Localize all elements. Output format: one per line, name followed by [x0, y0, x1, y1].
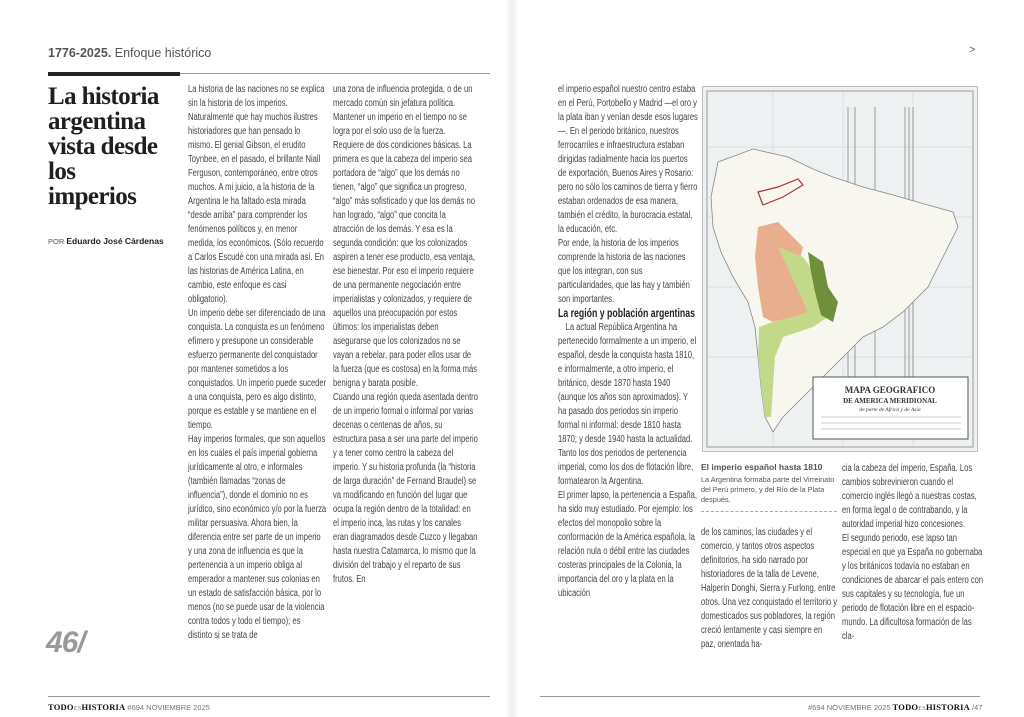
title-line: los	[48, 158, 76, 185]
page-gutter	[505, 0, 519, 717]
header-years: 1776-2025.	[48, 46, 112, 60]
section-header	[48, 46, 211, 60]
header-section: Enfoque histórico	[114, 46, 212, 60]
footer-right	[808, 702, 982, 712]
footer-left	[48, 702, 210, 712]
issue-info: #694 NOVIEMBRE 2025	[127, 702, 210, 712]
header-rule-thin	[180, 73, 490, 74]
page-number-left: 46/	[46, 626, 85, 659]
body-column-3	[558, 83, 698, 601]
paragraph: Hay imperios formales, que son aquellos en los cuales el país imperial gobierna jurídicamente al otro, e informales (también llamadas “zonas de influencia”), donde el dominio no es jurídico, sino económico y/o por la fuerza militar persuasiva. Ahora bien, la diferencia entre ser parte de un imperio y una zona de influencia es que la pertenencia a un imperio obliga al emperador a mantener sus colonias en un estado de satisfacción básica, por lo menos (no se puede usar de la violencia contra todos y todo el tiempo); es distinto si se trata de	[188, 434, 327, 641]
paragraph: una zona de influencia protegida, o de un mercado común sin jefatura política.	[333, 84, 473, 109]
footer-rule-right	[540, 696, 980, 697]
paragraph: Por ende, la historia de los imperios comprende la historia de las naciones que los integran, con sus particularidades, que las hay y también son importantes.	[558, 238, 690, 305]
article-title	[48, 84, 159, 209]
paragraph: La actual República Argentina ha pertenecido formalmente a un imperio, el español, desde la conquista hasta 1810, e informalmente, a otro imperio, el británico, desde 1870 hasta 1940 (aunque los años son aproximados). Y ha pasado dos periodos sin imperio formal ni informal: desde 1810 hasta 1870; y desde 1940 hasta la actualidad. Tanto los dos periodos de pertenencia imperial, como los dos de flotación libre, formatearon la Argentina.	[558, 322, 697, 487]
title-line: argentina	[48, 108, 146, 135]
title-line: imperios	[48, 183, 137, 210]
footer-rule-left	[48, 696, 490, 697]
paragraph: Un imperio debe ser diferenciado de una conquista. La conquista es un fenómeno efímero y presupone un considerable esfuerzo permanente del conquistador por mantener sometidos a los conquistados. Un imperio puede suceder a una conquista, pero es algo distinto, porque es estable y se mantiene en el tiempo.	[188, 308, 327, 431]
map-title-2: DE AMERICA MERIDIONAL	[843, 397, 937, 405]
byline-prefix: POR	[48, 237, 65, 246]
author-name: Eduardo José Cárdenas	[66, 236, 164, 246]
page-number-right: /47	[971, 702, 983, 712]
body-column-1	[188, 83, 326, 643]
historical-map-image	[702, 86, 978, 452]
map-caption	[701, 462, 837, 512]
body-column-2	[333, 83, 478, 587]
title-line: La historia	[48, 83, 159, 110]
header-rule-thick	[48, 72, 180, 76]
map-title-1: MAPA GEOGRAFICO	[844, 385, 936, 395]
body-column-4	[701, 526, 837, 652]
section-subheading: La región y población argentinas	[558, 308, 695, 320]
paragraph: de los caminos, las ciudades y el comercio, y tantos otros aspectos definitorios, ha sido narrado por historiadores de la talla de Levene, Halperin Donghi, Sierra y Furlong, entre otros. Una vez conquistado el territorio y domesticados sus pobladores, la región creció lentamente y casi siempre en paz, orientada ha-	[701, 527, 838, 650]
paragraph: El primer lapso, la pertenencia a España, ha sido muy estudiado. Por ejemplo: los efectos del monopolio sobre la conformación de la América española, la relación nula o débil entre las ciudades costeras principales de la Colonia, la importancia del oro y la plata en la ubicación	[558, 490, 697, 599]
next-page-arrow[interactable]: >	[969, 44, 976, 56]
caption-divider	[701, 511, 837, 512]
caption-body: La Argentina formaba parte del Virreinato del Perú primero, y del Río de la Plata después.	[701, 475, 835, 504]
brand-logo: TODOESHISTORIA	[892, 702, 970, 712]
title-line: vista desde	[48, 133, 158, 160]
body-column-5	[842, 462, 986, 644]
brand-logo: TODOESHISTORIA	[48, 702, 126, 712]
paragraph: El segundo periodo, ese lapso tan especial en que ya España no gobernaba y los británicos todavía no estaban en condiciones de abarcar el país entero con sus capitales y su tecnología, fue un periodo de flotación libre en el espacio-mundo. La dificultosa formación de las cla-	[842, 533, 984, 642]
paragraph: Mantener un imperio en el tiempo no se logra por el solo uso de la fuerza. Requiere de dos condiciones básicas. La primera es que la cabeza del imperio sea portadora de “algo” que los demás no tienen, “algo” que significa un progreso, “algo” más sofisticado y que los demás no han logrado, “algo” que concita la atracción de los demás. Y esa es la segunda condición: que los colonizados aspiren a tener ese producto, esa ventaja, ese bienestar. Por eso el imperio requiere de una permanente negociación entre imperialistas y colonizados, y requiere de aquellos una preocupación por estos últimos: los imperialistas deben asegurarse que los colonizados no se vayan a rebelar, para poder ellos usar de la fuerza (que es costosa) en la forma más benigna y barata posible.	[333, 112, 478, 389]
paragraph: La historia de las naciones no se explica sin la historia de los imperios. Naturalmente que hay muchos ilustres historiadores que han pensado lo mismo. El genial Gibson, el erudito Toynbee, en el pasado, el brillante Niall Ferguson, contemporáneo, entre otros muchos. A mi juicio, a la historia de la Argentina le ha faltado esta mirada “desde arriba” para comprender los fenómenos políticos y, en menor medida, los económicos. (Sólo recuerdo a Carlos Escudé con una mirada así. En las historias de América Latina, en cambio, este enfoque es casi obligatorio).	[188, 84, 325, 305]
map-title-3: de parte de Africa y de Asia	[859, 407, 921, 413]
byline	[48, 236, 164, 246]
caption-title: El imperio español hasta 1810	[701, 462, 823, 472]
issue-info: #694 NOVIEMBRE 2025	[808, 702, 891, 712]
paragraph: Cuando una región queda asentada dentro de un imperio formal o informal por varias decenas o centenas de años, su estructura pasa a ser una parte del imperio y a tener como centro la cabeza del imperio. Y su historia profunda (la “historia de larga duración” de Fernand Braudel) se va modificando en función del lugar que ocupa la región dentro de la totalidad: en el imperio inca, las rutas y los canales eran diagramados desde Cuzco y llegaban hasta nuestra Catamarca, lo mismo que la división del trabajo y el reparto de sus frutos. En	[333, 392, 478, 585]
paragraph: cia la cabeza del imperio, España. Los cambios sobrevinieron cuando el comercio inglés llegó a nuestras costas, en forma legal o de contrabando, y la autoridad imperial hizo concesiones.	[842, 463, 977, 530]
paragraph: el imperio español nuestro centro estaba en el Perú, Portobello y Madrid —el oro y la plata iban y venían desde esos lugares—. En el periodo británico, nuestros ferrocarriles e infraestructura estaban dirigidas radialmente hacia los puertos de exportación, Buenos Aires y Rosario: pero no sólo los caminos de tierra y fierro estaban ordenados de esa manera, también el crédito, la burocracia estatal, la educación, etc.	[558, 84, 698, 235]
